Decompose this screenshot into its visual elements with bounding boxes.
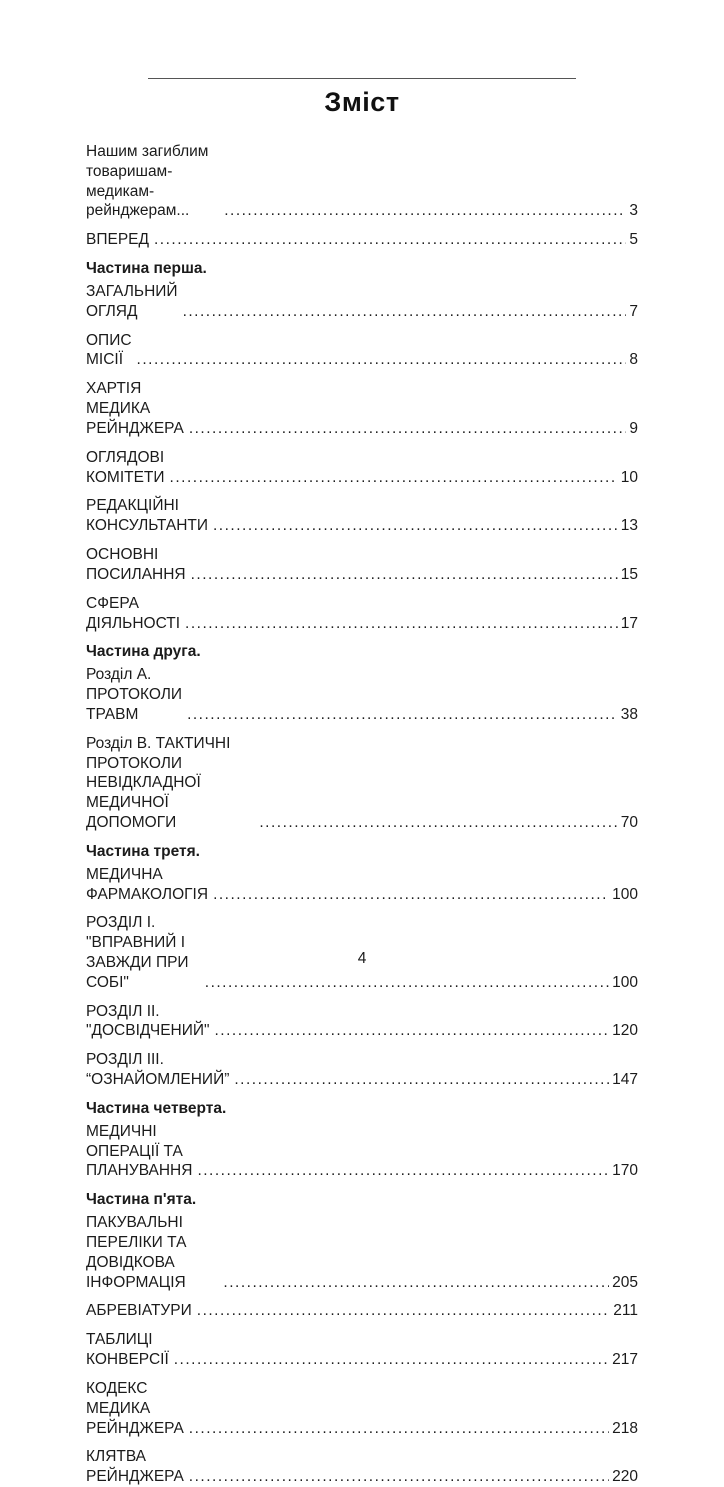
toc-entry-label: РОЗДІЛ І. "ВПРАВНИЙ І ЗАВЖДИ ПРИ СОБІ" (86, 914, 189, 991)
toc-entry-label: Частина перша. (86, 260, 207, 278)
toc-page-number: 3 (629, 202, 638, 220)
header-rule (148, 78, 576, 79)
toc-entry-label: ОПИС МІСІЇ (86, 331, 132, 369)
toc-entry-label: Розділ А. ПРОТОКОЛИ ТРАВМ (86, 666, 183, 723)
dot-leader (183, 302, 627, 322)
toc-entry (86, 282, 638, 322)
toc-entry (86, 448, 638, 488)
toc-entry (86, 1050, 638, 1090)
toc-entry (86, 331, 638, 371)
dot-leader (215, 1021, 610, 1041)
toc-entry (86, 665, 638, 724)
toc-entry-label: МЕДИЧНА ФАРМАКОЛОГІЯ (86, 865, 209, 903)
toc-entry (86, 1190, 638, 1210)
toc-entry (86, 259, 638, 279)
dot-leader (234, 1070, 609, 1090)
dot-leader (213, 885, 609, 905)
dot-leader (185, 614, 618, 634)
toc-entry (86, 230, 638, 250)
toc-entry (86, 642, 638, 662)
toc-entry (86, 1301, 638, 1321)
dot-leader (187, 705, 618, 725)
toc-entry-label: Частина третя. (86, 842, 200, 860)
toc-entry-label: КЛЯТВА РЕЙНДЖЕРА (86, 1448, 184, 1486)
page-title: Зміст (324, 87, 400, 117)
dot-leader (197, 1161, 609, 1181)
toc-entry (86, 1330, 638, 1370)
dot-leader (189, 419, 627, 439)
toc-list (86, 142, 638, 1487)
toc-entry (86, 1002, 638, 1042)
toc-entry (86, 734, 638, 833)
toc-entry (86, 594, 638, 634)
toc-entry (86, 496, 638, 536)
toc-entry-label: Розділ В. ТАКТИЧНІ ПРОТОКОЛИ НЕВІДКЛАДНОЇ МЕДИЧНОЇ ДОПОМОГИ (86, 734, 231, 832)
toc-page-number: 13 (620, 517, 638, 535)
toc-page-number: 218 (612, 1419, 638, 1437)
toc-page-number: 220 (612, 1468, 638, 1486)
toc-page-number: 147 (612, 1071, 638, 1089)
toc-entry-label: РЕДАКЦІЙНІ КОНСУЛЬТАНТИ (86, 497, 209, 535)
dot-leader (259, 813, 617, 833)
toc-page-number: 5 (629, 231, 638, 249)
toc-page-number: 205 (612, 1273, 638, 1291)
dot-leader (223, 1273, 609, 1293)
toc-page-number: 100 (612, 885, 638, 903)
toc-entry-label: ЗАГАЛЬНИЙ ОГЛЯД (86, 282, 178, 320)
dot-leader (154, 230, 626, 250)
toc-entry-label: РОЗДІЛ ІІ. "ДОСВІДЧЕНИЙ" (86, 1002, 210, 1040)
toc-entry-label: СФЕРА ДІЯЛЬНОСТІ (86, 594, 181, 632)
toc-entry-label: ХАРТІЯ МЕДИКА РЕЙНДЖЕРА (86, 380, 184, 437)
toc-entry-label: РОЗДІЛ ІІІ. “ОЗНАЙОМЛЕНИЙ” (86, 1051, 230, 1089)
toc-entry (86, 865, 638, 905)
toc-entry (86, 1122, 638, 1181)
toc-entry-label: ОСНОВНІ ПОСИЛАННЯ (86, 546, 186, 583)
toc-entry (86, 142, 638, 221)
dot-leader (197, 1301, 611, 1321)
toc-page-number: 217 (612, 1351, 638, 1369)
toc-page-number: 9 (629, 419, 638, 437)
toc-entry-label: ПАКУВАЛЬНІ ПЕРЕЛІКИ ТА ДОВІДКОВА ІНФОРМАЦІЯ (86, 1214, 187, 1291)
toc-entry (86, 1379, 638, 1438)
toc-page-number: 10 (620, 468, 638, 486)
toc-entry (86, 379, 638, 438)
toc-entry-label: МЕДИЧНІ ОПЕРАЦІЇ ТА ПЛАНУВАННЯ (86, 1122, 193, 1180)
toc-page-number: 211 (613, 1302, 638, 1320)
toc-entry-label: АБРЕВІАТУРИ (86, 1302, 192, 1320)
dot-leader (174, 1350, 609, 1370)
toc-entry-label: Частина п'ята. (86, 1191, 197, 1209)
dot-leader (205, 973, 609, 993)
toc-entry (86, 1213, 638, 1292)
toc-page-number: 70 (620, 814, 638, 832)
dot-leader (213, 516, 618, 536)
dot-leader (189, 1419, 609, 1439)
toc-entry-label: Частина четверта. (86, 1099, 227, 1117)
toc-page-number: 17 (620, 614, 638, 632)
toc-page-number: 38 (620, 705, 638, 723)
toc-entry-label: ТАБЛИЦІ КОНВЕРСІЇ (86, 1331, 169, 1369)
toc-page-number: 120 (612, 1022, 638, 1040)
toc-page-number: 100 (612, 973, 638, 991)
dot-leader (137, 350, 627, 370)
toc-entry-label: Частина друга. (86, 643, 201, 661)
toc-entry (86, 842, 638, 862)
dot-leader (189, 1467, 609, 1487)
footer-page-number: 4 (357, 950, 367, 967)
dot-leader (191, 565, 618, 585)
toc-entry-label: Нашим загиблим товаришам-медикам-рейнджерам... (86, 143, 209, 220)
toc-entry-label: КОДЕКС МЕДИКА РЕЙНДЖЕРА (86, 1379, 184, 1437)
toc-page-number: 7 (629, 302, 638, 320)
toc-page-number: 8 (629, 351, 638, 369)
toc-page-number: 170 (612, 1162, 638, 1180)
toc-entry (86, 1447, 638, 1487)
dot-leader (224, 201, 626, 221)
toc-page-number: 15 (620, 565, 638, 583)
toc-entry (86, 545, 638, 585)
toc-entry-label: ОГЛЯДОВІ КОМІТЕТИ (86, 448, 165, 486)
dot-leader (170, 468, 618, 488)
toc-entry (86, 1099, 638, 1119)
toc-entry-label: ВПЕРЕД (86, 231, 149, 249)
